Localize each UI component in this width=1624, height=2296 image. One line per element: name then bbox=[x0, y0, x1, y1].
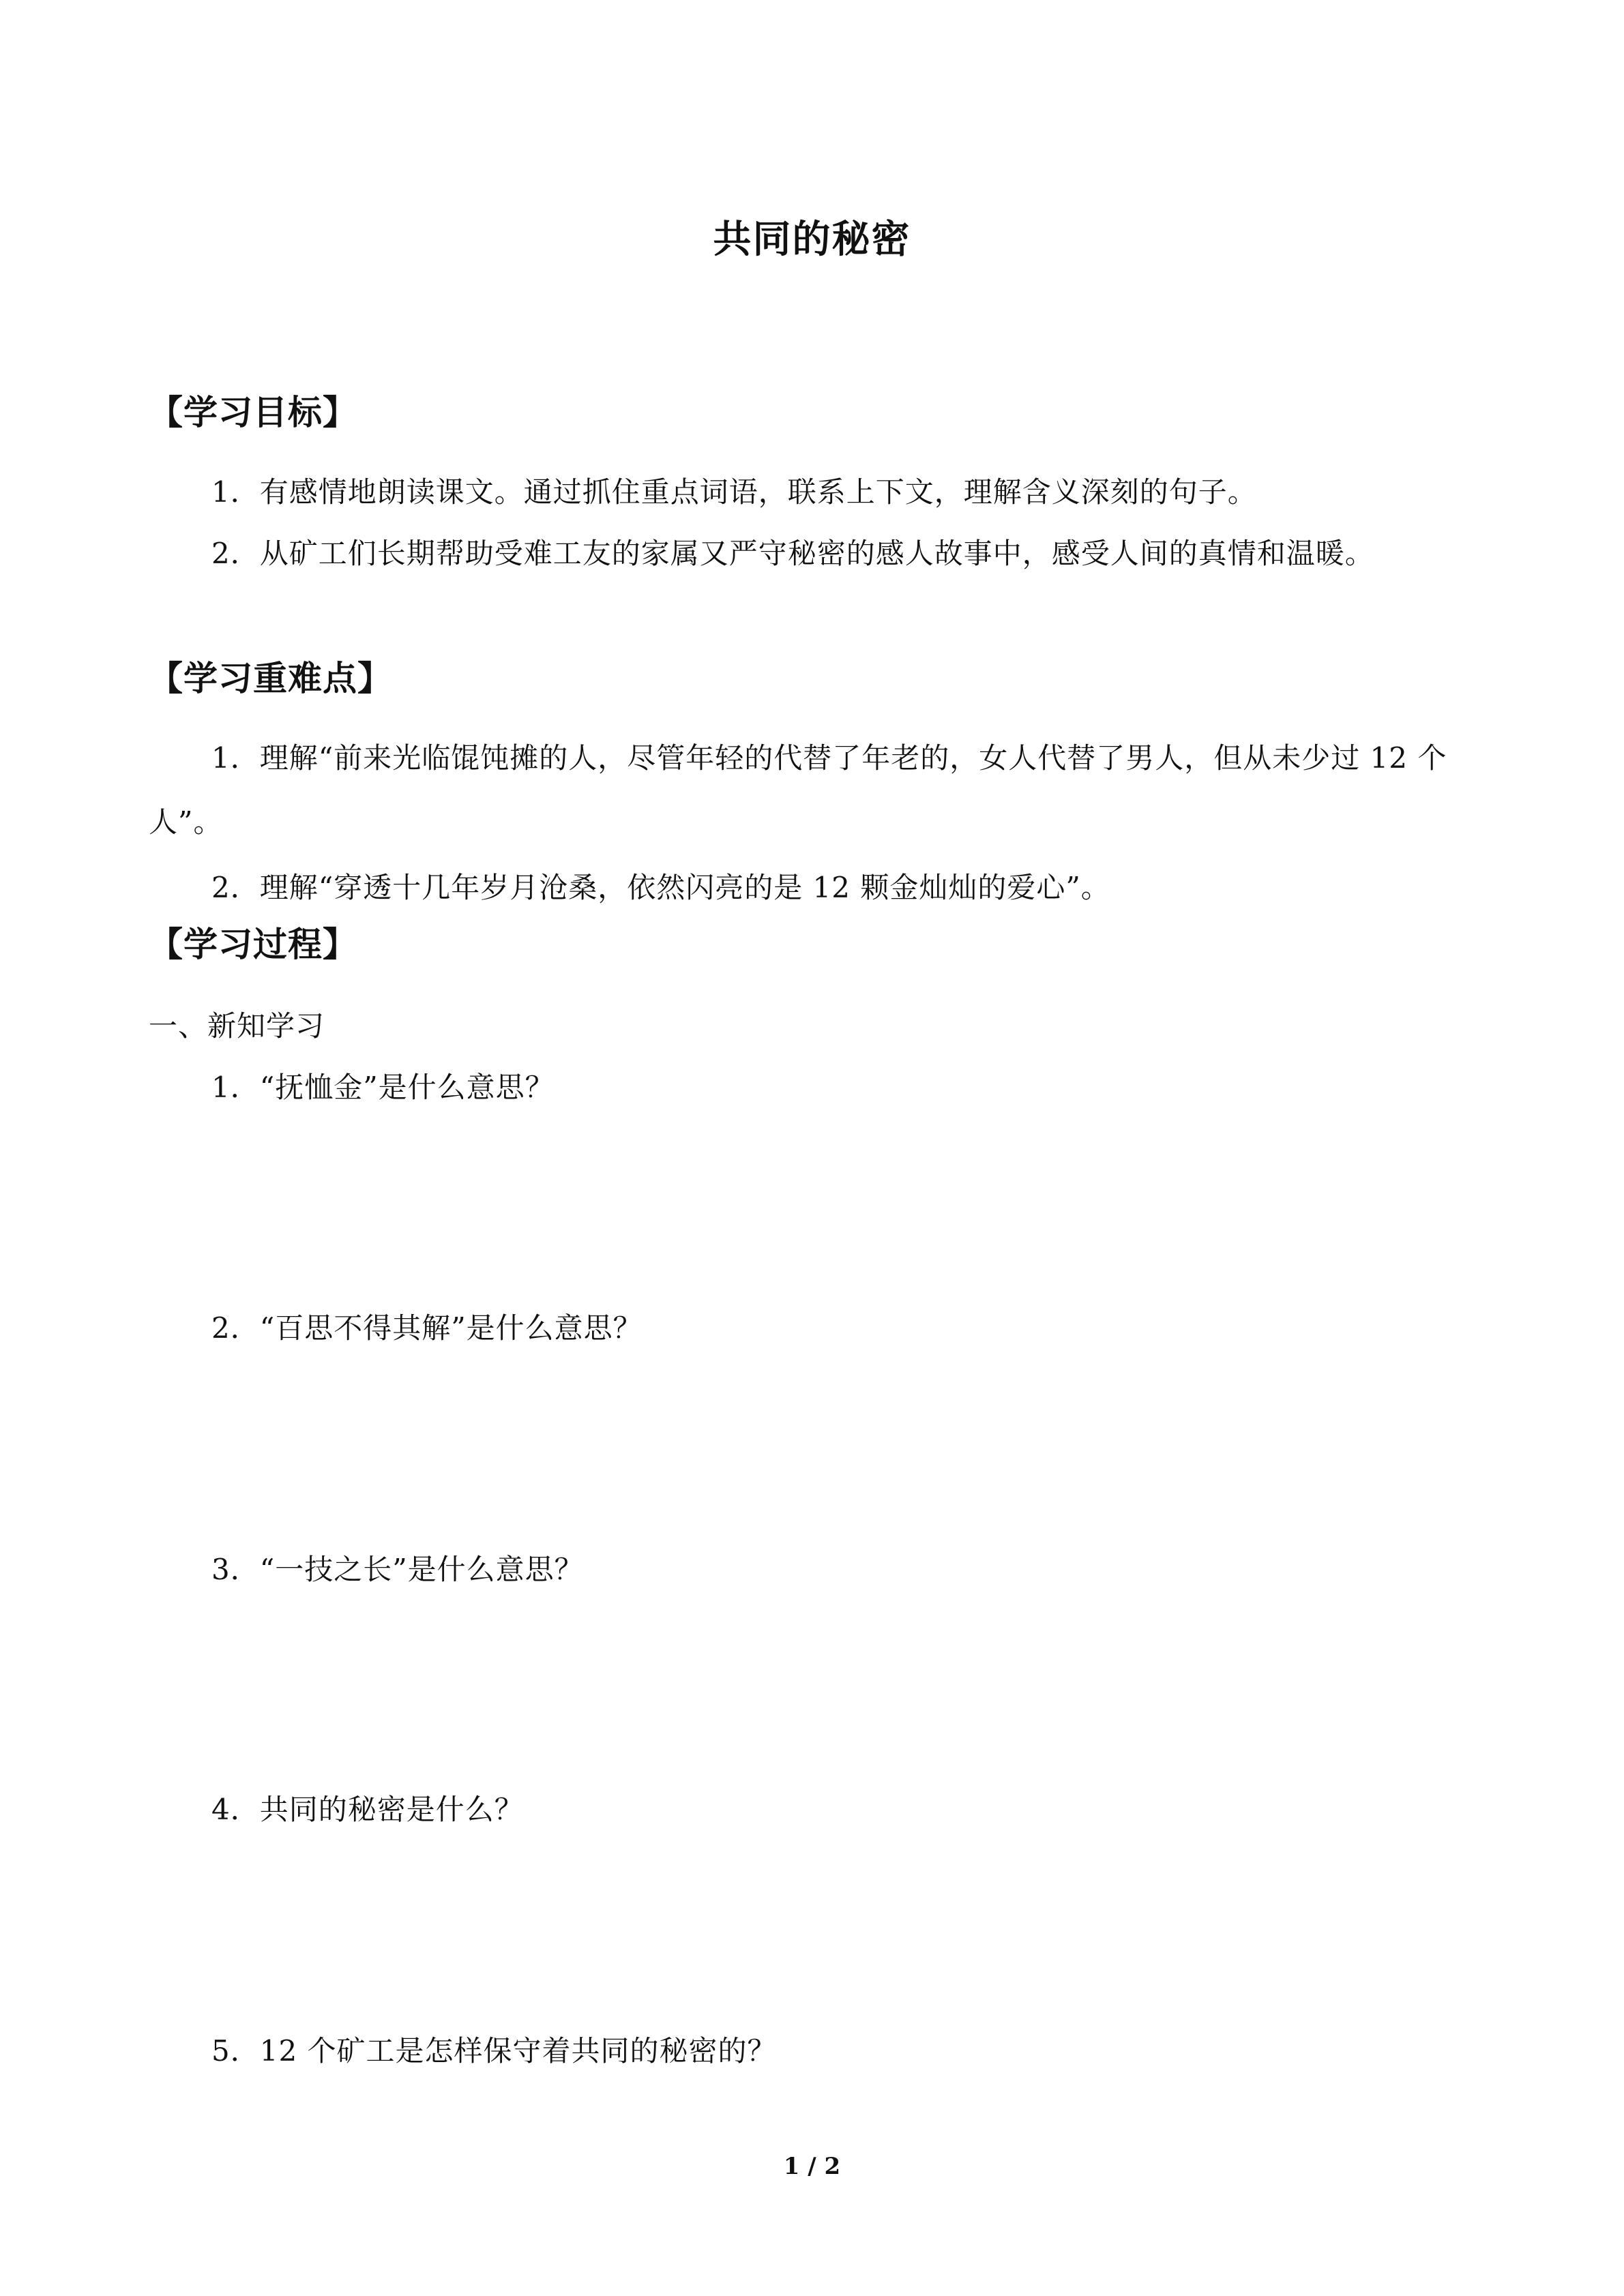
question-item: 5．12 个矿工是怎样保守着共同的秘密的？ bbox=[211, 2034, 777, 2068]
key-point-item: 2．理解“穿透十几年岁月沧桑，依然闪亮的是 12 颗金灿灿的爱心”。 bbox=[211, 871, 1110, 904]
question-item: 1．“抚恤金”是什么意思？ bbox=[211, 1071, 555, 1104]
process-heading: 【学习过程】 bbox=[149, 925, 357, 964]
question-item: 2．“百思不得其解”是什么意思？ bbox=[211, 1311, 643, 1345]
objective-item: 2．从矿工们长期帮助受难工友的家属又严守秘密的感人故事中，感受人间的真情和温暖。 bbox=[211, 537, 1374, 570]
objectives-heading: 【学习目标】 bbox=[149, 393, 357, 432]
page-title: 共同的秘密 bbox=[713, 218, 911, 262]
key-point-item: 1．理解“前来光临馄饨摊的人，尽管年轻的代替了年老的，女人代替了男人，但从未少过 12 个人”。 bbox=[149, 741, 1447, 839]
process-subheading: 一、新知学习 bbox=[149, 1009, 325, 1043]
question-item: 4．共同的秘密是什么？ bbox=[211, 1793, 524, 1826]
key-points-heading: 【学习重难点】 bbox=[149, 659, 392, 698]
question-item: 3．“一技之长”是什么意思？ bbox=[211, 1553, 584, 1586]
objective-item: 1．有感情地朗读课文。通过抓住重点词语，联系上下文，理解含义深刻的句子。 bbox=[211, 475, 1257, 509]
page-number: 1 / 2 bbox=[783, 2153, 841, 2180]
